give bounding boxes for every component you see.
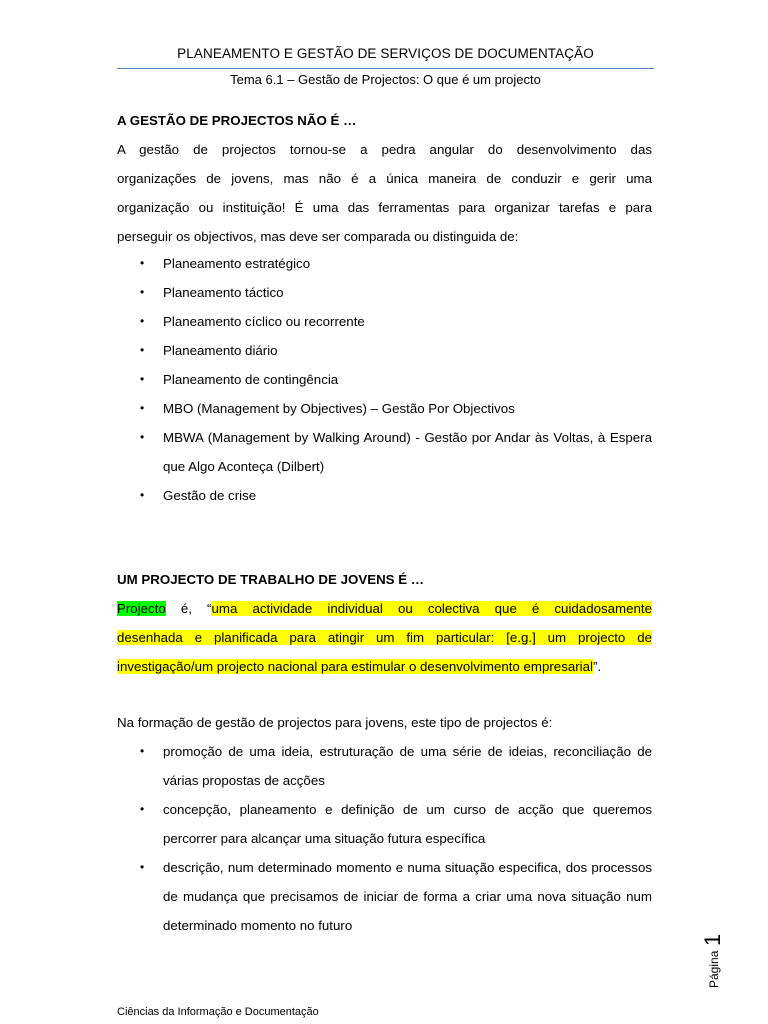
section1-bullet-list — [117, 249, 652, 510]
highlighted-definition: desenhada e planificada para atingir um fim particular: [e.g.] um projecto de — [117, 630, 652, 645]
bullet-icon: • — [140, 401, 145, 415]
section1-heading: A GESTÃO DE PROJECTOS NÃO É … — [117, 113, 357, 128]
list-item: • Planeamento táctico — [117, 278, 652, 307]
list-item: • MBO (Management by Objectives) – Gestão Por Objectivos — [117, 394, 652, 423]
definition-closing: ”. — [592, 659, 602, 674]
list-item: • Planeamento de contingência — [117, 365, 652, 394]
definition-line — [117, 623, 652, 652]
paragraph-line: organizações de jovens, mas não é a única maneira de conduzir e gerir uma — [117, 171, 652, 186]
list-item: • MBWA (Management by Walking Around) - Gestão por Andar às Voltas, à Espera que Algo Aconteça (Dilbert) — [117, 423, 652, 481]
page-number-value: 1 — [700, 933, 724, 946]
bullet-icon: • — [140, 256, 145, 270]
bullet-icon: • — [140, 343, 145, 357]
section1-paragraph — [117, 135, 652, 251]
list-item: • descrição, num determinado momento e numa situação especifica, dos processos de mudança que precisamos de iniciar de forma a criar uma nova situação num determinado momento no futuro — [117, 853, 652, 940]
section2-bullet-list — [117, 737, 652, 940]
bullet-icon: • — [140, 430, 145, 444]
page-label: Página — [707, 950, 721, 988]
page-number — [700, 930, 724, 992]
paragraph-line: perseguir os objectivos, mas deve ser comparada ou distinguida de: — [117, 229, 519, 244]
bullet-icon: • — [140, 744, 145, 758]
bullet-icon: • — [140, 314, 145, 328]
bullet-icon: • — [140, 372, 145, 386]
paragraph-line: A gestão de projectos tornou-se a pedra angular do desenvolvimento das — [117, 142, 652, 157]
highlighted-definition: investigação/um projecto nacional para estimular o desenvolvimento empresarial — [117, 659, 593, 674]
highlighted-term: Projecto — [117, 601, 166, 616]
paragraph-line: organização ou instituição! É uma das ferramentas para organizar tarefas e para — [117, 200, 652, 215]
definition-line — [117, 594, 652, 623]
header-subtitle: Tema 6.1 – Gestão de Projectos: O que é um projecto — [230, 72, 541, 87]
list-item: • Planeamento estratégico — [117, 249, 652, 278]
bullet-icon: • — [140, 860, 145, 874]
section2-intro: Na formação de gestão de projectos para jovens, este tipo de projectos é: — [117, 715, 553, 730]
footer-text: Ciências da Informação e Documentação — [117, 1006, 319, 1018]
list-item: • promoção de uma ideia, estruturação de uma série de ideias, reconciliação de várias propostas de acções — [117, 737, 652, 795]
bullet-icon: • — [140, 285, 145, 299]
section2-heading: UM PROJECTO DE TRABALHO DE JOVENS É … — [117, 572, 425, 587]
bullet-icon: • — [140, 802, 145, 816]
bullet-icon: • — [140, 488, 145, 502]
header-title: PLANEAMENTO E GESTÃO DE SERVIÇOS DE DOCUMENTAÇÃO — [177, 46, 594, 61]
definition-connector: é, “ — [165, 601, 212, 616]
list-item: • concepção, planeamento e definição de um curso de acção que queremos percorrer para alcançar uma situação futura específica — [117, 795, 652, 853]
project-definition — [117, 594, 652, 681]
header-rule — [117, 68, 654, 69]
list-item: • Planeamento cíclico ou recorrente — [117, 307, 652, 336]
definition-line — [117, 652, 652, 681]
list-item: • Planeamento diário — [117, 336, 652, 365]
page-number-graphic — [700, 930, 724, 992]
highlighted-definition: uma actividade individual ou colectiva que é cuidadosamente — [211, 601, 652, 616]
list-item: • Gestão de crise — [117, 481, 652, 510]
